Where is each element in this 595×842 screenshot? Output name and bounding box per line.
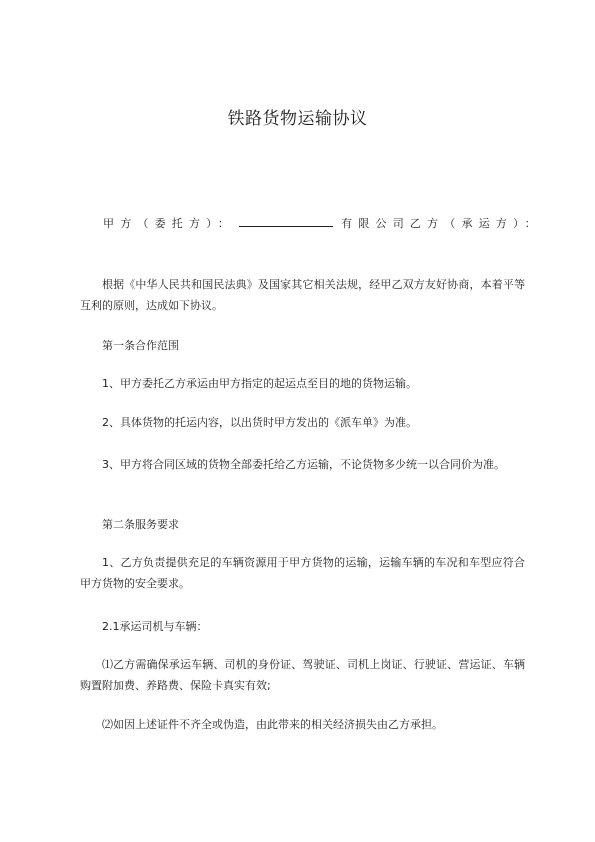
- preamble-paragraph: 根据《中华人民共和国民法典》及国家其它相关法规，经甲乙双方友好协商，本着平等互利的原则，达成如下协议。: [80, 278, 525, 312]
- document-title: 铁路货物运输协议: [227, 109, 368, 129]
- party-a-blank-line: [239, 217, 333, 227]
- section-1-item-3: 3、甲方将合同区域的货物全部委托给乙方运输，不论货物多少统一以合同价为准。: [102, 458, 505, 471]
- party-line: [103, 215, 543, 231]
- party-a-label: 甲方（委托方）：: [103, 217, 236, 230]
- section-2-sub-item-2: ⑵如因上述证件不齐全或伪造，由此带来的相关经济损失由乙方承担。: [102, 718, 443, 731]
- section-2-heading: 第二条服务要求: [102, 518, 179, 531]
- section-2-sub-heading: 2.1承运司机与车辆：: [102, 620, 208, 633]
- section-2-sub-item-1: ⑴乙方需确保承运车辆、司机的身份证、驾驶证、司机上岗证、行驶证、营运证、车辆购置附加费、养路费、保险卡真实有效;: [80, 658, 525, 692]
- party-b-label: 有限公司乙方（承运方）：: [341, 217, 543, 230]
- section-1-item-1: 1、甲方委托乙方承运由甲方指定的起运点至目的地的货物运输。: [102, 377, 417, 390]
- section-1-item-2: 2、具体货物的托运内容，以出货时甲方发出的《派车单》为准。: [102, 416, 417, 429]
- section-2-item-1: 1、乙方负责提供充足的车辆资源用于甲方货物的运输，运输车辆的车况和车型应符合甲方货物的安全要求。: [80, 556, 525, 590]
- section-1-heading: 第一条合作范围: [102, 339, 179, 352]
